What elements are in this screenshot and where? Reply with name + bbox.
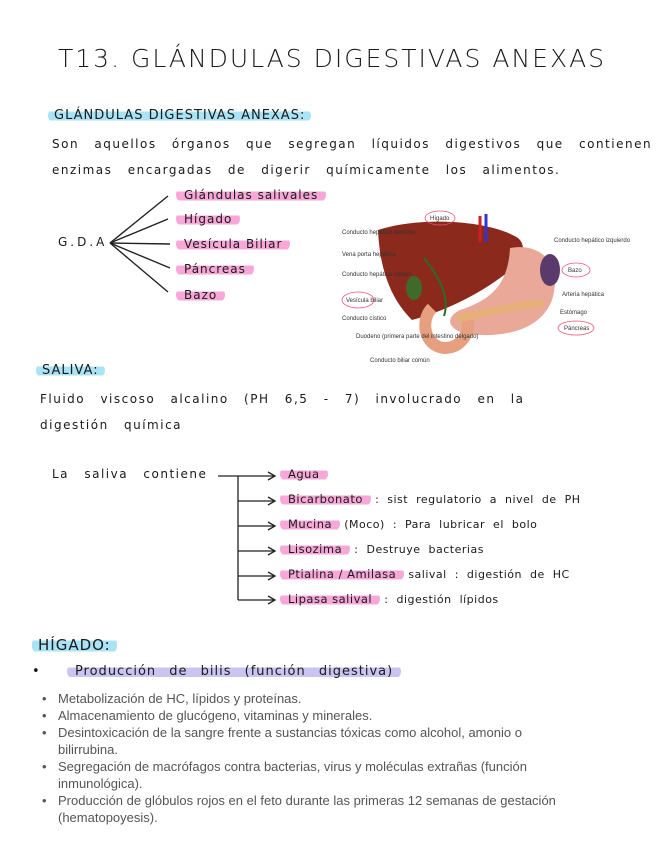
label-conducto-hepatico-derecho: Conducto hepático derecho (342, 230, 416, 236)
section-heading-saliva: SALIVA: (36, 363, 105, 378)
gda-item-higado: Hígado (176, 212, 240, 226)
higado-function-list (40, 690, 580, 826)
saliva-arrows (218, 470, 282, 610)
higado-main-bullet: • Producción de bilis (función digestiva) (32, 664, 401, 679)
label-vesicula-biliar: Vesícula biliar (346, 298, 384, 304)
saliva-item-lisozima: Lisozima : Destruye bacterias (280, 542, 484, 556)
saliva-item-bicarbonato: Bicarbonato : sist regulatorio a nivel de PH (280, 492, 581, 506)
saliva-item-lipasa: Lipasa salival : digestión lípidos (280, 592, 499, 606)
saliva-item-mucina: Mucina (Moco) : Para lubricar el bolo (280, 517, 537, 531)
gda-item-glandulas-salivales: Glándulas salivales (176, 188, 326, 202)
label-conducto-cistico: Conducto cístico (342, 316, 387, 322)
label-higado: Hígado (430, 216, 450, 222)
list-item: • Desintoxicación de la sangre frente a sustancias tóxicas como alcohol, amonio o bilirrubina. (40, 724, 580, 758)
label-conducto-hepatico-comun: Conducto hepático común (342, 272, 412, 278)
label-pancreas: Páncreas (564, 326, 590, 332)
spleen-shape (540, 254, 560, 286)
label-estomago: Estómago (560, 310, 588, 316)
label-bazo: Bazo (568, 268, 582, 274)
section-heading-text: GLÁNDULAS DIGESTIVAS ANEXAS: (48, 108, 311, 123)
page-title: T13. GLÁNDULAS DIGESTIVAS ANEXAS (58, 44, 607, 73)
label-arteria-hepatica: Arteria hepática (562, 292, 605, 298)
label-conducto-biliar-comun: Conducto biliar común (370, 358, 430, 364)
section-heading-higado: HÍGADO: (32, 636, 117, 654)
bullet-dot: • (32, 664, 67, 679)
gda-branch-lines (108, 188, 178, 298)
liver-anatomy-diagram (340, 208, 631, 368)
list-item: • Metabolización de HC, lípidos y proteínas. (40, 690, 580, 707)
saliva-contains-label: La saliva contiene (52, 467, 208, 481)
gda-item-pancreas: Páncreas (176, 262, 254, 276)
saliva-line-1: Fluido viscoso alcalino (PH 6,5 - 7) involucrado en la (40, 392, 525, 406)
list-item: • Producción de glóbulos rojos en el feto durante las primeras 12 semanas de gestación (hematopoyesis). (40, 792, 580, 826)
gda-label: G.D.A (58, 235, 108, 249)
definition-line-1: Son aquellos órganos que segregan líquidos digestivos que contienen (52, 137, 653, 151)
list-item: • Segregación de macrófagos contra bacterias, virus y moléculas extrañas (función inmunológica). (40, 758, 580, 792)
gda-item-vesicula-biliar: Vesícula Biliar (176, 237, 290, 251)
label-duodeno: Duodeno (primera parte del intestino delgado) (356, 334, 479, 340)
label-conducto-hepatico-izquierdo: Conducto hepático izquierdo (554, 238, 631, 244)
gda-item-bazo: Bazo (176, 288, 225, 302)
section-heading-gda (48, 108, 311, 123)
saliva-item-ptialina: Ptialina / Amilasa salival : digestión de HC (280, 567, 570, 581)
saliva-item-agua: Agua (280, 467, 328, 481)
saliva-line-2: digestión química (40, 418, 183, 432)
label-vena-porta: Vena porta hepática (342, 252, 396, 258)
list-item: • Almacenamiento de glucógeno, vitaminas y minerales. (40, 707, 580, 724)
gallbladder-shape (406, 276, 422, 300)
definition-line-2: enzimas encargadas de digerir químicamente los alimentos. (52, 163, 561, 177)
